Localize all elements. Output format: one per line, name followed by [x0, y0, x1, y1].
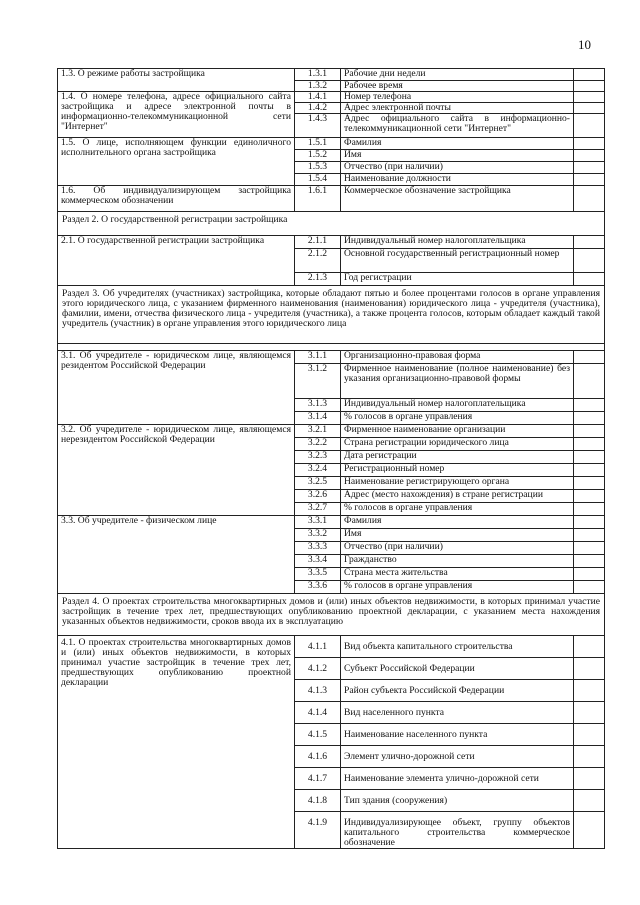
item-number: 1.5.4	[295, 174, 341, 186]
item-value	[574, 138, 605, 150]
item-number: 1.6.1	[295, 186, 341, 212]
item-number: 4.1.6	[295, 746, 341, 768]
item-description: Рабочие дни недели	[341, 69, 574, 81]
item-number: 4.1.4	[295, 702, 341, 724]
section-header-row	[58, 212, 605, 236]
item-value	[574, 92, 605, 103]
item-description: Фамилия	[341, 516, 574, 529]
item-description: Наименование элемента улично-дорожной сети	[341, 768, 574, 790]
item-description: Наименование населенного пункта	[341, 724, 574, 746]
item-number: 3.3.2	[295, 529, 341, 542]
item-number: 3.2.4	[295, 464, 341, 477]
item-value	[574, 399, 605, 412]
item-number: 1.4.2	[295, 103, 341, 114]
item-value	[574, 702, 605, 724]
item-value	[574, 364, 605, 399]
item-number: 2.1.1	[295, 236, 341, 249]
section-label: 4.1. О проектах строительства многоквартирных домов и (или) иных объектов недвижимости, в которых принимал участие застройщик в течение трех лет, предшествующих опубликованию проектной декларации	[58, 636, 295, 849]
item-value	[574, 568, 605, 581]
item-number: 3.1.4	[295, 412, 341, 425]
item-number: 1.4.1	[295, 92, 341, 103]
item-number: 3.1.2	[295, 364, 341, 399]
section-header: Раздел 2. О государственной регистрации застройщика	[58, 212, 605, 236]
item-description: Индивидуализирующее объект, группу объектов капитального строительства коммерческое обозначение	[341, 812, 574, 849]
item-description: Фирменное наименование (полное наименование) без указания организационно-правовой формы	[341, 364, 574, 399]
item-description: Год регистрации	[341, 273, 574, 286]
section-label: 2.1. О государственной регистрации застройщика	[58, 236, 295, 286]
page-number: 10	[578, 37, 591, 52]
item-value	[574, 103, 605, 114]
item-value	[574, 464, 605, 477]
item-description: % голосов в органе управления	[341, 581, 574, 594]
item-description: Коммерческое обозначение застройщика	[341, 186, 574, 212]
item-value	[574, 490, 605, 503]
table-row	[58, 138, 605, 150]
item-description: % голосов в органе управления	[341, 412, 574, 425]
item-description: Вид населенного пункта	[341, 702, 574, 724]
item-number: 4.1.3	[295, 680, 341, 702]
section-label: 1.4. О номере телефона, адресе официального сайта застройщика и адресе электронной почты в информационно-телекоммуникационной сети "Интернет"	[58, 92, 295, 138]
item-value	[574, 768, 605, 790]
item-description: Район субъекта Российской Федерации	[341, 680, 574, 702]
item-value	[574, 451, 605, 464]
item-description: Дата регистрации	[341, 451, 574, 464]
item-number: 3.3.5	[295, 568, 341, 581]
item-value	[574, 724, 605, 746]
item-description: Номер телефона	[341, 92, 574, 103]
table-row	[58, 69, 605, 81]
section-label: 3.1. Об учредителе - юридическом лице, являющемся резидентом Российской Федерации	[58, 351, 295, 425]
item-number: 3.2.2	[295, 438, 341, 451]
item-number: 3.1.3	[295, 399, 341, 412]
item-description: Имя	[341, 150, 574, 162]
item-number: 1.5.1	[295, 138, 341, 150]
item-number: 4.1.8	[295, 790, 341, 812]
item-description: Фирменное наименование организации	[341, 425, 574, 438]
item-value	[574, 812, 605, 849]
item-description: Адрес официального сайта в информационно-телекоммуникационной сети "Интернет"	[341, 114, 574, 138]
table-row	[58, 236, 605, 249]
item-description: Индивидуальный номер налогоплательщика	[341, 399, 574, 412]
item-value	[574, 69, 605, 81]
table-row	[58, 636, 605, 658]
section-header: Раздел 4. О проектах строительства многоквартирных домов и (или) иных объектов недвижимости, в которых принимал участие застройщик в течение трех лет, предшествующих опубликованию проектной декларации, с указанием места нахождения указанных объектов недвижимости, сроков ввода их в эксплуатацию	[58, 594, 605, 636]
item-description: Фамилия	[341, 138, 574, 150]
item-number: 1.3.1	[295, 69, 341, 81]
item-description: Адрес (место нахождения) в стране регистрации	[341, 490, 574, 503]
section-label: 1.6. Об индивидуализирующем застройщика коммерческом обозначении	[58, 186, 295, 212]
item-value	[574, 114, 605, 138]
item-number: 4.1.9	[295, 812, 341, 849]
item-value	[574, 636, 605, 658]
item-value	[574, 790, 605, 812]
table-row	[58, 186, 605, 212]
item-value	[574, 81, 605, 92]
item-number: 3.2.5	[295, 477, 341, 490]
item-number: 2.1.3	[295, 273, 341, 286]
item-number: 3.2.6	[295, 490, 341, 503]
section-label: 3.3. Об учредителе - физическом лице	[58, 516, 295, 594]
table-row	[58, 516, 605, 529]
item-description: Страна места жительства	[341, 568, 574, 581]
item-value	[574, 516, 605, 529]
item-value	[574, 542, 605, 555]
item-description: Регистрационный номер	[341, 464, 574, 477]
item-description: Отчество (при наличии)	[341, 542, 574, 555]
item-description: Наименование должности	[341, 174, 574, 186]
item-value	[574, 503, 605, 516]
item-number: 3.3.3	[295, 542, 341, 555]
item-value	[574, 351, 605, 364]
item-number: 1.5.2	[295, 150, 341, 162]
item-value	[574, 236, 605, 249]
item-value	[574, 680, 605, 702]
item-number: 3.2.1	[295, 425, 341, 438]
item-description: Имя	[341, 529, 574, 542]
item-value	[574, 477, 605, 490]
item-description: Отчество (при наличии)	[341, 162, 574, 174]
item-description: Адрес электронной почты	[341, 103, 574, 114]
item-number: 3.3.1	[295, 516, 341, 529]
item-number: 1.3.2	[295, 81, 341, 92]
section-label: 1.5. О лице, исполняющем функции единоличного исполнительного органа застройщика	[58, 138, 295, 186]
item-description: Индивидуальный номер налогоплательщика	[341, 236, 574, 249]
item-number: 4.1.2	[295, 658, 341, 680]
item-number: 3.3.6	[295, 581, 341, 594]
item-description: Тип здания (сооружения)	[341, 790, 574, 812]
section-header-row	[58, 286, 605, 344]
item-value	[574, 425, 605, 438]
item-value	[574, 412, 605, 425]
item-value	[574, 150, 605, 162]
item-number: 4.1.7	[295, 768, 341, 790]
section-header-row	[58, 594, 605, 636]
item-description: Вид объекта капитального строительства	[341, 636, 574, 658]
item-description: Рабочее время	[341, 81, 574, 92]
table-row	[58, 92, 605, 103]
item-value	[574, 746, 605, 768]
declaration-table	[57, 68, 605, 849]
item-value	[574, 581, 605, 594]
item-value	[574, 162, 605, 174]
item-description: Страна регистрации юридического лица	[341, 438, 574, 451]
section-label: 1.3. О режиме работы застройщика	[58, 69, 295, 92]
item-description: Субъект Российской Федерации	[341, 658, 574, 680]
item-description: Основной государственный регистрационный номер	[341, 249, 574, 273]
item-description: Гражданство	[341, 555, 574, 568]
section-label: 3.2. Об учредителе - юридическом лице, являющемся нерезидентом Российской Федерации	[58, 425, 295, 516]
item-value	[574, 174, 605, 186]
item-number: 4.1.5	[295, 724, 341, 746]
item-value	[574, 529, 605, 542]
item-number: 3.2.3	[295, 451, 341, 464]
item-number: 2.1.2	[295, 249, 341, 273]
item-value	[574, 186, 605, 212]
item-number: 3.2.7	[295, 503, 341, 516]
item-description: Наименование регистрирующего органа	[341, 477, 574, 490]
item-value	[574, 249, 605, 273]
item-value	[574, 658, 605, 680]
item-number: 1.4.3	[295, 114, 341, 138]
item-description: Элемент улично-дорожной сети	[341, 746, 574, 768]
item-number: 3.3.4	[295, 555, 341, 568]
item-value	[574, 555, 605, 568]
table-row	[58, 425, 605, 438]
item-description: Организационно-правовая форма	[341, 351, 574, 364]
item-number: 3.1.1	[295, 351, 341, 364]
item-number: 1.5.3	[295, 162, 341, 174]
table-row	[58, 351, 605, 364]
item-description: % голосов в органе управления	[341, 503, 574, 516]
item-value	[574, 438, 605, 451]
item-value	[574, 273, 605, 286]
item-number: 4.1.1	[295, 636, 341, 658]
section-header: Раздел 3. Об учредителях (участниках) застройщика, которые обладают пятью и более процентами голосов в органе управления этого юридического лица, с указанием фирменного наименования (наименования) юридического лица - учредителя (участника), фамилии, имени, отчества физического лица - учредителя (участника), а также процента голосов, которым обладает каждый такой учредитель (участник) в органе управления этого юридического лица	[58, 286, 605, 344]
